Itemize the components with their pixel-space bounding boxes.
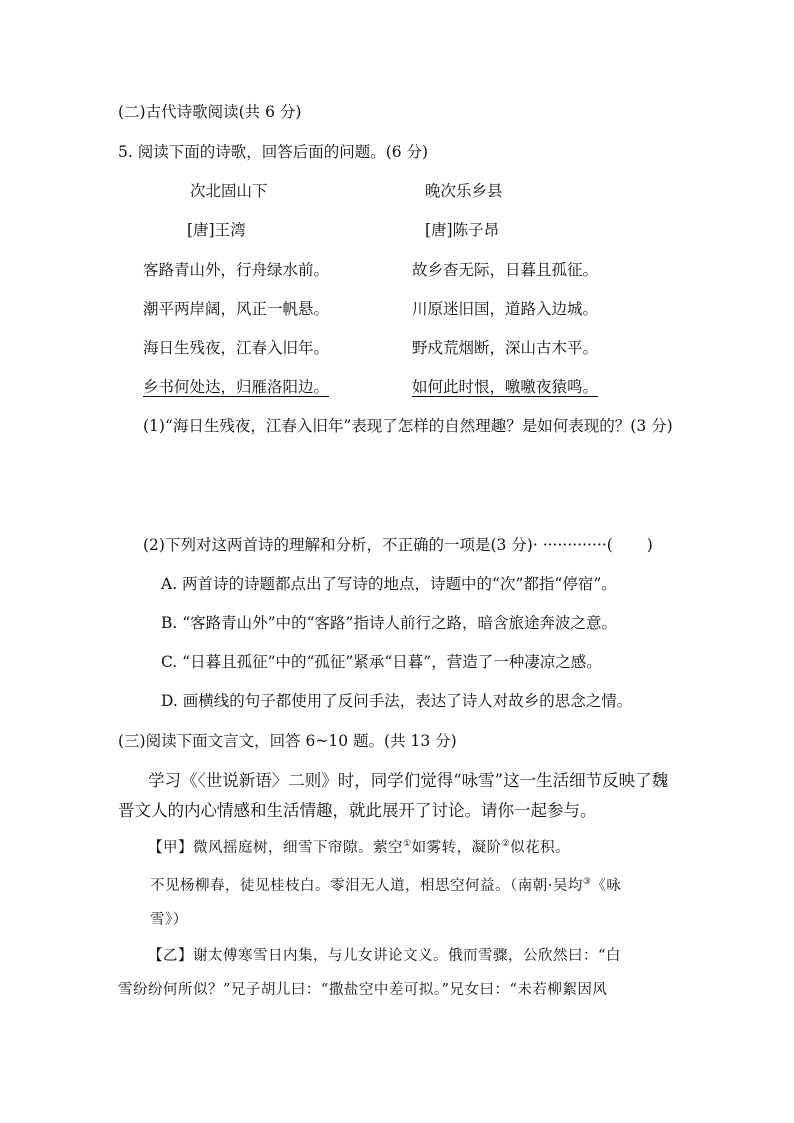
- text-yi-line: 雪纷纷何所似？”兄子胡儿曰：“撒盐空中差可拟。”兄女曰：“未若柳絮因风: [118, 982, 608, 998]
- subquestion-2-text: (2)下列对这两首诗的理解和分析，不正确的一项是(3 分)· ·············(: [143, 536, 613, 554]
- footnote-marker: ③: [582, 877, 592, 888]
- poem1-line: 潮平两岸阔，风正一帆悬。: [143, 300, 330, 318]
- subquestion-2-close: ): [646, 536, 653, 554]
- footnote-marker: ②: [501, 839, 511, 850]
- intro-paragraph-line: 晋文人的内心情感和生活情趣，就此展开了讨论。请你一起参与。: [118, 801, 597, 820]
- option-b: B. “客路青山外”中的“客路”指诗人前行之路，暗含旅途奔波之意。: [161, 614, 617, 632]
- option-d: D. 画横线的句子都使用了反问手法，表达了诗人对故乡的思念之情。: [161, 692, 633, 710]
- poem1-title: 次北固山下: [190, 182, 268, 200]
- poem2-line-underlined: 如何此时恨，噭噭夜猿鸣。: [412, 378, 599, 396]
- option-c: C. “日暮且孤征”中的“孤征”紧承“日暮”，营造了一种凄凉之感。: [161, 653, 602, 671]
- option-a: A. 两首诗的诗题都点出了写诗的地点，诗题中的“次”都指“停宿”。: [161, 575, 617, 593]
- poem2-line: 川原迷旧国，道路入边城。: [412, 300, 599, 318]
- footnote-marker: ①: [403, 839, 412, 850]
- subquestion-1: (1)“海日生残夜，江春入旧年”表现了怎样的自然理趣？是如何表现的？(3 分): [143, 417, 673, 435]
- poem2-author: [唐]陈子昂: [425, 221, 500, 239]
- poem1-line: 客路青山外，行舟绿水前。: [143, 261, 330, 279]
- question-5: 5. 阅读下面的诗歌，回答后面的问题。(6 分): [118, 143, 429, 161]
- poem1-line-underlined: 乡书何处达，归雁洛阳边。: [143, 378, 330, 396]
- poem2-title: 晚次乐乡县: [425, 182, 503, 200]
- text-jia-line: 【甲】微风摇庭树，细雪下帘隙。萦空①如雾转，凝阶②似花积。: [148, 839, 571, 856]
- section2-heading: (二)古代诗歌阅读(共 6 分): [118, 103, 302, 121]
- text-yi-line: 【乙】谢太傅寒雪日内集，与儿女讲论文义。俄而雪骤，公欣然曰：“白: [148, 948, 621, 964]
- intro-paragraph-line: 学习《〈世说新语〉二则》时，同学们觉得“咏雪”这一生活细节反映了魏: [148, 771, 669, 790]
- section3-heading: (三)阅读下面文言文，回答 6~10 题。(共 13 分): [118, 732, 457, 750]
- poem1-author: [唐]王湾: [187, 221, 246, 239]
- text-jia-line: 不见杨柳春，徒见桂枝白。零泪无人道，相思空何益。（南朝·吴均③《咏: [150, 877, 622, 894]
- poem2-line: 故乡杳无际，日暮且孤征。: [412, 261, 599, 279]
- poem2-line: 野戍荒烟断，深山古木平。: [412, 339, 599, 357]
- subquestion-2: [143, 535, 653, 555]
- text-jia-line: 雪》）: [150, 912, 188, 928]
- poem1-line: 海日生残夜，江春入旧年。: [143, 339, 330, 357]
